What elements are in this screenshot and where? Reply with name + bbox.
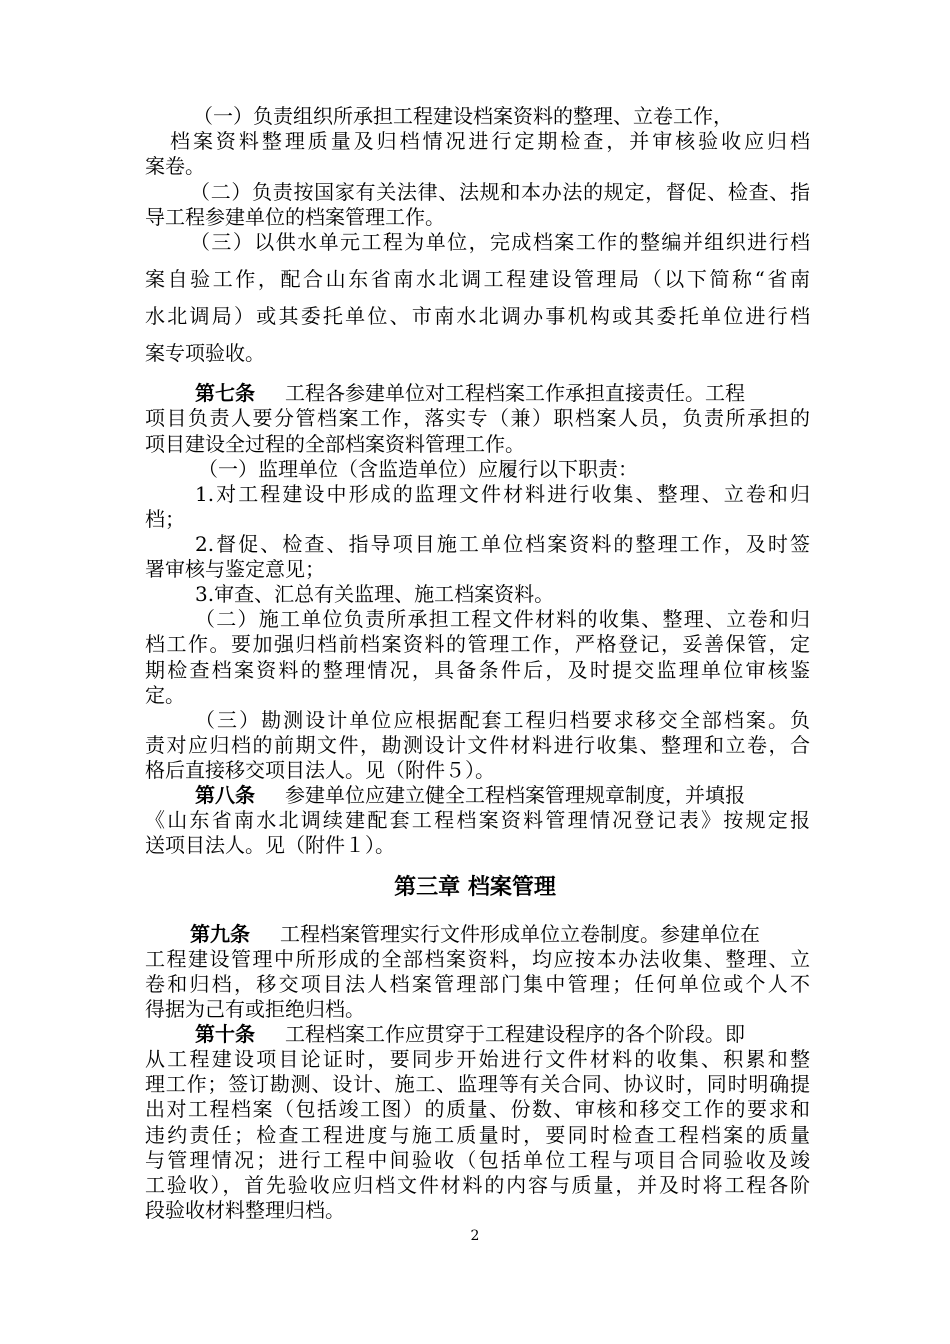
paragraph-line: 项目建设全过程的全部档案资料管理工作。 bbox=[145, 432, 525, 456]
paragraph-line: 1.对工程建设中形成的监理文件材料进行收集、整理、立卷和归 bbox=[195, 482, 810, 506]
paragraph-line: 档工作。要加强归档前档案资料的管理工作，严格登记，妥善保管，定 bbox=[145, 632, 810, 656]
paragraph-line: 理工作；签订勘测、设计、施工、监理等有关合同、协议时，同时明确提 bbox=[145, 1072, 810, 1096]
article-8-heading: 第八条 bbox=[195, 783, 255, 807]
article-10-line bbox=[195, 1021, 810, 1048]
paragraph-line: 案专项验收。 bbox=[145, 341, 265, 365]
paragraph-line: （三）以供水单元工程为单位，完成档案工作的整编并组织进行档 bbox=[190, 230, 810, 254]
paragraph-line: 卷和归档，移交项目法人档案管理部门集中管理；任何单位或个人不 bbox=[145, 972, 810, 996]
article-10-heading: 第十条 bbox=[195, 1022, 255, 1046]
article-9-line bbox=[190, 921, 810, 948]
paragraph-text: 工程各参建单位对工程档案工作承担直接责任。工程 bbox=[285, 381, 745, 405]
paragraph-line: 与管理情况；进行工程中间验收（包括单位工程与项目合同验收及竣 bbox=[145, 1148, 810, 1172]
paragraph-line: 定。 bbox=[145, 683, 185, 707]
paragraph-line: （二）施工单位负责所承担工程文件材料的收集、整理、立卷和归 bbox=[195, 607, 810, 631]
paragraph-line: （三）勘测设计单位应根据配套工程归档要求移交全部档案。负 bbox=[195, 708, 810, 732]
page-number: 2 bbox=[470, 1228, 480, 1244]
paragraph-line: 送项目法人。见（附件１）。 bbox=[145, 833, 395, 857]
paragraph-line: 出对工程档案（包括竣工图）的质量、份数、审核和移交工作的要求和 bbox=[145, 1097, 810, 1121]
article-7-heading: 第七条 bbox=[195, 381, 255, 405]
article-9-heading: 第九条 bbox=[190, 922, 250, 946]
paragraph-line: 项目负责人要分管档案工作，落实专（兼）职档案人员，负责所承担的 bbox=[145, 406, 810, 430]
paragraph-line: 格后直接移交项目法人。见（附件５）。 bbox=[145, 758, 495, 782]
paragraph-line: 档； bbox=[145, 507, 185, 531]
paragraph-line: （二）负责按国家有关法律、法规和本办法的规定，督促、检查、指 bbox=[190, 180, 810, 204]
paragraph-line: 工验收），首先验收应归档文件材料的内容与质量，并及时将工程各阶 bbox=[145, 1173, 810, 1197]
article-7-line bbox=[195, 380, 810, 407]
paragraph-text: 工程档案管理实行文件形成单位立卷制度。参建单位在 bbox=[280, 922, 760, 946]
paragraph-line: 《山东省南水北调续建配套工程档案资料管理情况登记表》按规定报 bbox=[145, 808, 810, 832]
paragraph-line: （一）监理单位（含监造单位）应履行以下职责： bbox=[198, 457, 638, 481]
chapter-title: 第三章 档案管理 bbox=[394, 875, 556, 900]
paragraph-line: 案自验工作，配合山东省南水北调工程建设管理局（以下简称“省南 bbox=[145, 267, 810, 291]
paragraph-line: 案卷。 bbox=[145, 154, 205, 178]
paragraph-line: 水北调局）或其委托单位、市南水北调办事机构或其委托单位进行档 bbox=[145, 304, 810, 328]
paragraph-line: 署审核与鉴定意见； bbox=[145, 557, 325, 581]
paragraph-line: 从工程建设项目论证时，要同步开始进行文件材料的收集、积累和整 bbox=[145, 1047, 810, 1071]
paragraph-line: 责对应归档的前期文件，勘测设计文件材料进行收集、整理和立卷，合 bbox=[145, 733, 810, 757]
paragraph-line: 导工程参建单位的档案管理工作。 bbox=[145, 205, 445, 229]
article-8-line bbox=[195, 782, 810, 809]
paragraph-text: 工程档案工作应贯穿于工程建设程序的各个阶段。即 bbox=[285, 1022, 745, 1046]
paragraph-line: 档案资料整理质量及归档情况进行定期检查，并审核验收应归档 bbox=[170, 129, 810, 153]
paragraph-line: 3.审查、汇总有关监理、施工档案资料。 bbox=[195, 582, 555, 606]
paragraph-text: 参建单位应建立健全工程档案管理规章制度，并填报 bbox=[285, 783, 745, 807]
paragraph-line: 2.督促、检查、指导项目施工单位档案资料的整理工作，及时签 bbox=[195, 532, 810, 556]
paragraph-line: （一）负责组织所承担工程建设档案资料的整理、立卷工作， bbox=[193, 104, 733, 128]
paragraph-line: 期检查档案资料的整理情况，具备条件后，及时提交监理单位审核鉴 bbox=[145, 658, 810, 682]
paragraph-line: 得据为己有或拒绝归档。 bbox=[145, 997, 365, 1021]
paragraph-line: 段验收材料整理归档。 bbox=[145, 1198, 345, 1222]
paragraph-line: 违约责任；检查工程进度与施工质量时，要同时检查工程档案的质量 bbox=[145, 1123, 810, 1147]
paragraph-line: 工程建设管理中所形成的全部档案资料，均应按本办法收集、整理、立 bbox=[145, 947, 810, 971]
